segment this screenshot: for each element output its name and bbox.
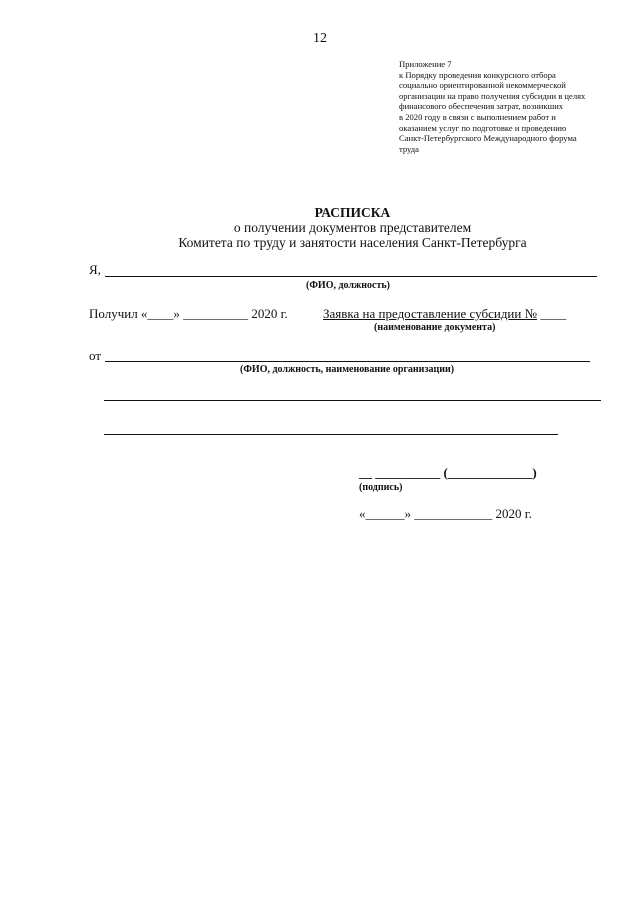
blank-line[interactable] [104,434,558,435]
appendix-line: в 2020 году в связи с выполнением работ и [399,111,556,122]
fio-position-line[interactable] [105,276,597,277]
document-number-blank[interactable]: ____ [537,306,567,321]
appendix-line: труда [399,143,419,154]
signature-caption: (подпись) [359,482,403,493]
signature-line[interactable]: __ __________ (_____________) [359,465,537,480]
document-name-caption: (наименование документа) [374,322,496,333]
appendix-line: Приложение 7 [399,59,452,69]
appendix-line: организации на право получения субсидии в целях [399,90,586,101]
from-fio-line[interactable] [105,361,590,362]
from-label: от [89,348,102,363]
appendix-line: к Порядку проведения конкурсного отбора [399,69,556,80]
received-date-label: Получил «____» __________ 2020 г. [89,306,288,321]
signature-date[interactable]: «______» ____________ 2020 г. [359,506,532,521]
appendix-line: Санкт-Петербургского Международного форума [399,133,577,144]
from-caption: (ФИО, должность, наименование организации) [240,364,455,375]
appendix-line: оказанием услуг по подготовке и проведению [399,122,567,133]
i-label: Я, [89,262,101,277]
document-subtitle-line1: о получении документов представителем [233,220,472,235]
page-number: 12 [313,31,327,46]
appendix-note [399,59,624,154]
document-title-block [0,205,640,250]
document-subtitle-line2: Комитета по труду и занятости населения Санкт-Петербурга [178,235,527,250]
appendix-line: финансового обеспечения затрат, возникших [399,101,564,112]
document-title: РАСПИСКА [314,205,391,220]
document-name-row [323,306,566,322]
blank-line[interactable] [104,400,601,401]
fio-position-caption: (ФИО, должность) [306,280,390,291]
document-name: Заявка на предоставление субсидии № [323,306,537,321]
appendix-line: социально ориентированной некоммерческой [399,80,566,91]
